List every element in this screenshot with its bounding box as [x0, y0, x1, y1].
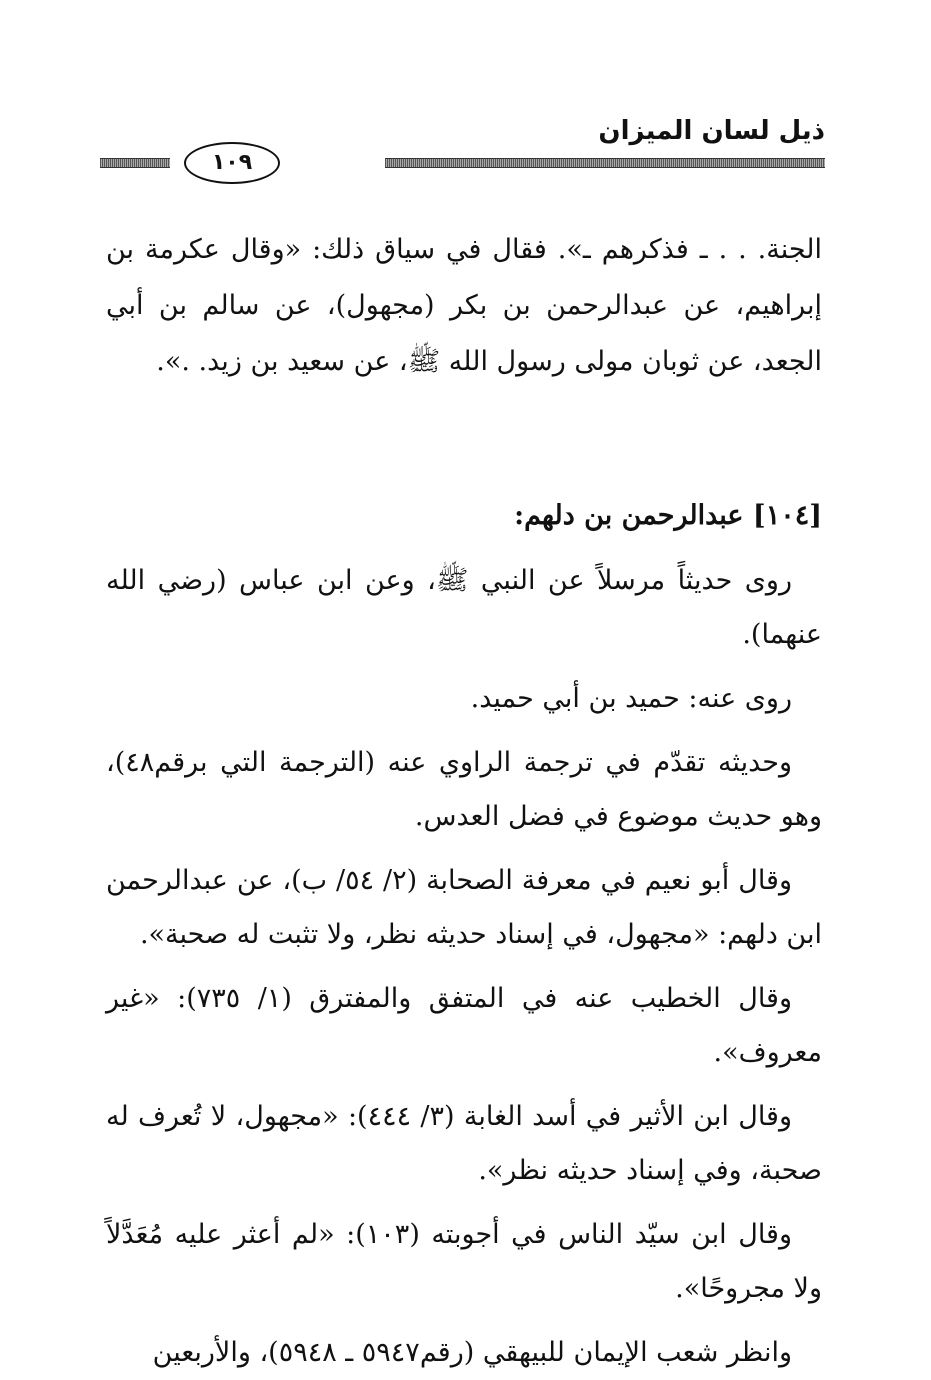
- body-paragraph: روى حديثاً مرسلاً عن النبي ﷺ، وعن ابن عباس (رضي الله عنهما).: [106, 565, 822, 650]
- entry-title: [١٠٤] عبدالرحمن بن دلهم:: [514, 500, 822, 531]
- body-paragraph: روى عنه: حميد بن أبي حميد.: [470, 683, 792, 714]
- body-paragraph: وقال ابن الأثير في أسد الغابة (٣/ ٤٤٤): «مجهول، لا تُعرف له صحبة، وفي إسناد حديثه نظر».: [106, 1101, 822, 1186]
- body-paragraph: وقال ابن سيّد الناس في أجوبته (١٠٣): «لم أعثر عليه مُعَدَّلاً ولا مجروحًا».: [106, 1219, 822, 1304]
- header-rule-left: [100, 158, 170, 168]
- header-rule-right: [385, 158, 825, 168]
- page-content: [106, 222, 822, 1380]
- body-paragraph: وانظر شعب الإيمان للبيهقي (رقم٥٩٤٧ ـ ٥٩٤٨)، والأربعين: [152, 1337, 792, 1368]
- body-paragraph: وحديثه تقدّم في ترجمة الراوي عنه (الترجمة التي برقم٤٨)، وهو حديث موضوع في فضل العدس.: [106, 747, 822, 832]
- body-paragraph: وقال الخطيب عنه في المتفق والمفترق (١/ ٧٣٥): «غير معروف».: [106, 983, 822, 1068]
- book-title: ذيل لسان الميزان: [598, 116, 825, 146]
- page-number: [184, 142, 280, 184]
- page-number-text: ١٠٩: [211, 150, 253, 175]
- intro-paragraph: الجنة. . . ـ فذكرهم ـ». فقال في سياق ذلك: «وقال عكرمة بن إبراهيم، عن عبدالرحمن بن بكر (مجهول)، عن سالم بن أبي الجعد، عن ثوبان مولى رسول الله ﷺ، عن سعيد بن زيد. .».: [106, 234, 822, 377]
- body-paragraph: وقال أبو نعيم في معرفة الصحابة (٢/ ٥٤/ ب)، عن عبدالرحمن ابن دلهم: «مجهول، في إسناد حديثه نظر، ولا تثبت له صحبة».: [106, 865, 822, 950]
- page-header: [100, 108, 825, 188]
